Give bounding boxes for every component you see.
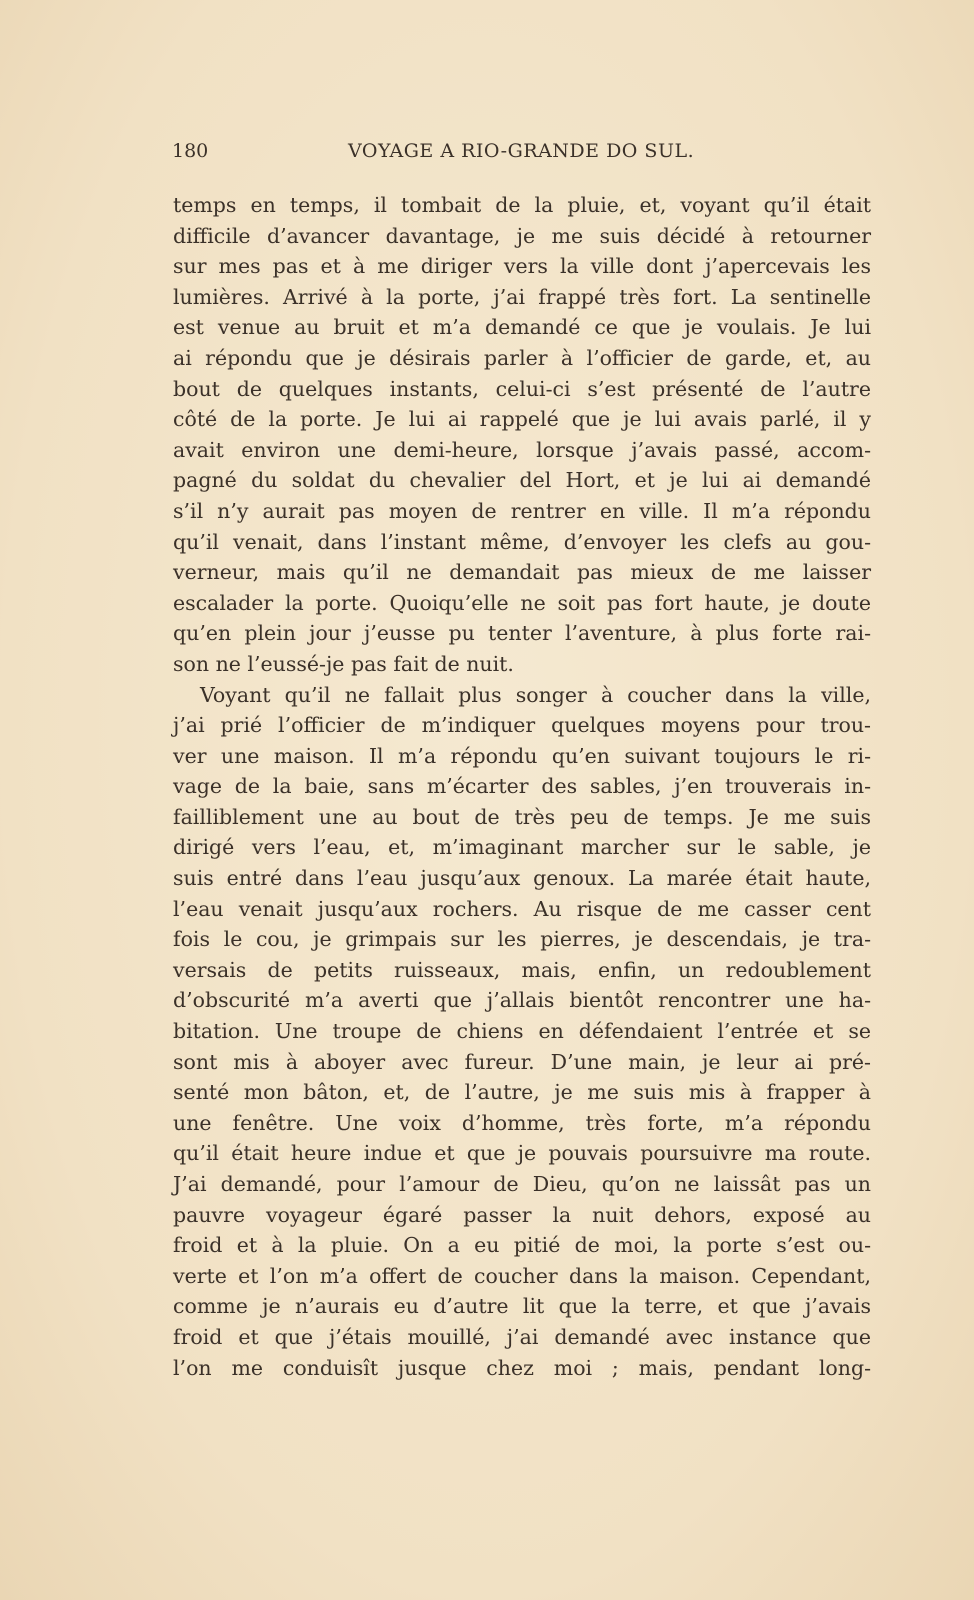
text-line: qu’en plein jour j’eusse pu tenter l’aventure, à plus forte rai- [173, 621, 871, 646]
text-line: sur mes pas et à me diriger vers la ville dont j’apercevais les [173, 254, 871, 279]
text-line: verneur, mais qu’il ne demandait pas mieux de me laisser [173, 560, 871, 585]
text-line: verte et l’on m’a offert de coucher dans la maison. Cependant, [173, 1263, 871, 1288]
text-line: bitation. Une troupe de chiens en défendaient l’entrée et se [173, 1019, 871, 1044]
text-line: son ne l’eussé-je pas fait de nuit. [173, 651, 514, 676]
text-line: difficile d’avancer davantage, je me suis décidé à retourner [173, 223, 871, 248]
text-line: suis entré dans l’eau jusqu’aux genoux. La marée était haute, [173, 866, 871, 891]
body-text [173, 190, 871, 1383]
text-line: qu’il venait, dans l’instant même, d’envoyer les clefs au gou- [173, 529, 871, 554]
text-line: J’ai demandé, pour l’amour de Dieu, qu’on ne laissât pas un [173, 1172, 871, 1196]
page-number: 180 [172, 140, 209, 162]
text-line: côté de la porte. Je lui ai rappelé que je lui avais parlé, il y [173, 407, 871, 432]
text-line: d’obscurité m’a averti que j’allais bientôt rencontrer une ha- [173, 988, 871, 1013]
text-line: qu’il était heure indue et que je pouvais poursuivre ma route. [173, 1141, 871, 1166]
text-line: failliblement une au bout de très peu de temps. Je me suis [173, 804, 871, 829]
text-line: Voyant qu’il ne fallait plus songer à coucher dans la ville, [200, 682, 871, 707]
text-line: dirigé vers l’eau, et, m’imaginant marcher sur le sable, je [173, 835, 871, 860]
text-line: escalader la porte. Quoiqu’elle ne soit pas fort haute, je doute [173, 590, 871, 615]
text-line: senté mon bâton, et, de l’autre, je me suis mis à frapper à [173, 1080, 871, 1105]
text-line: l’on me conduisît jusque chez moi ; mais, pendant long- [173, 1355, 871, 1380]
text-line: est venue au bruit et m’a demandé ce que je voulais. Je lui [173, 315, 871, 340]
running-title: VOYAGE A RIO-GRANDE DO SUL. [348, 140, 695, 162]
text-line: pauvre voyageur égaré passer la nuit dehors, exposé au [173, 1202, 871, 1227]
text-line: temps en temps, il tombait de la pluie, et, voyant qu’il était [173, 193, 871, 217]
text-line: j’ai prié l’officier de m’indiquer quelques moyens pour trou- [173, 713, 871, 738]
text-line: s’il n’y aurait pas moyen de rentrer en ville. Il m’a répondu [173, 498, 871, 523]
text-line: lumières. Arrivé à la porte, j’ai frappé très fort. La sentinelle [173, 284, 871, 309]
text-line: bout de quelques instants, celui-ci s’est présenté de l’autre [173, 376, 871, 401]
text-line: l’eau venait jusqu’aux rochers. Au risque de me casser cent [173, 896, 871, 921]
running-header [172, 140, 698, 168]
text-line: ver une maison. Il m’a répondu qu’en suivant toujours le ri- [173, 743, 871, 768]
text-line: avait environ une demi-heure, lorsque j’avais passé, accom- [173, 437, 871, 462]
text-line: sont mis à aboyer avec fureur. D’une main, je leur ai pré- [173, 1049, 871, 1074]
text-line: une fenêtre. Une voix d’homme, très forte, m’a répondu [173, 1110, 871, 1135]
paragraph [173, 680, 871, 1384]
text-line: ai répondu que je désirais parler à l’officier de garde, et, au [173, 345, 871, 370]
text-line: froid et à la pluie. On a eu pitié de moi, la porte s’est ou- [173, 1233, 871, 1258]
text-line: comme je n’aurais eu d’autre lit que la terre, et que j’avais [173, 1294, 871, 1319]
paragraph [173, 190, 871, 680]
text-line: versais de petits ruisseaux, mais, enfin, un redoublement [173, 957, 871, 982]
text-line: vage de la baie, sans m’écarter des sables, j’en trouverais in- [173, 774, 871, 799]
text-line: pagné du soldat du chevalier del Hort, et je lui ai demandé [173, 468, 871, 493]
text-line: froid et que j’étais mouillé, j’ai demandé avec instance que [173, 1324, 871, 1349]
text-line: fois le cou, je grimpais sur les pierres, je descendais, je tra- [173, 927, 871, 952]
